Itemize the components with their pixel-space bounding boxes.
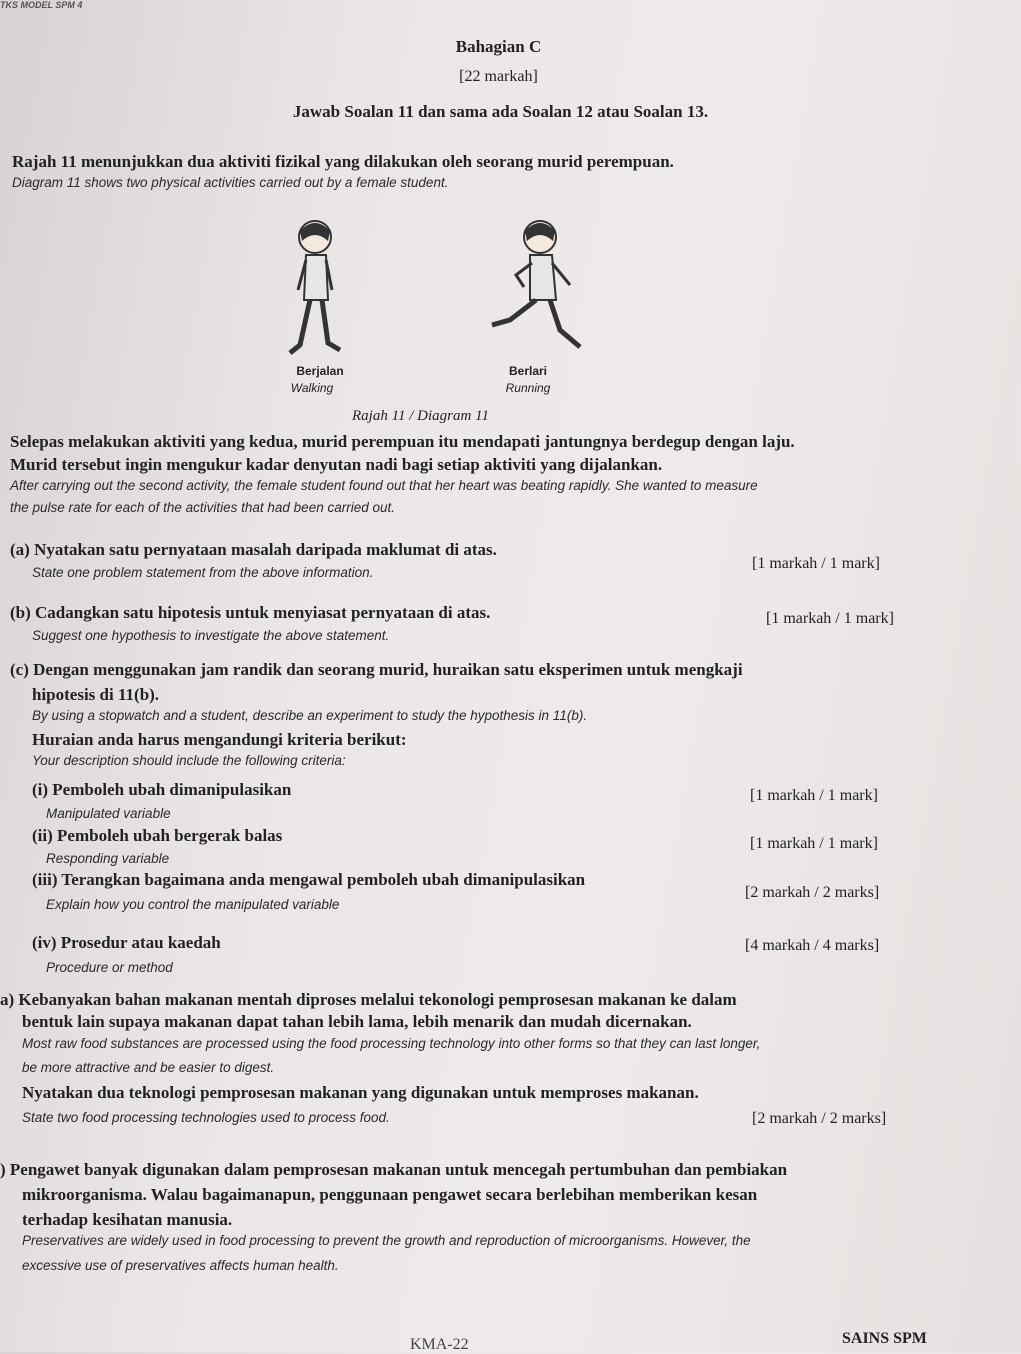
q11c-en: By using a stopwatch and a student, describe an experiment to study the hypothesis in 11(b). bbox=[32, 708, 588, 723]
criterion-iv-marks: [4 markah / 4 marks] bbox=[745, 937, 880, 954]
diagram-caption: Rajah 11 / Diagram 11 bbox=[352, 408, 489, 424]
footer-code: KMA-22 bbox=[410, 1336, 469, 1353]
q11b-ms: (b) Cadangkan satu hipotesis untuk menyiasat pernyataan di atas. bbox=[10, 603, 491, 622]
q12b-ms-3: terhadap kesihatan manusia. bbox=[22, 1210, 233, 1229]
walking-label-en: Walking bbox=[290, 381, 334, 395]
q11a-en: State one problem statement from the above information. bbox=[32, 565, 374, 580]
criterion-iii-en: Explain how you control the manipulated variable bbox=[46, 897, 340, 912]
criterion-iii-marks: [2 markah / 2 marks] bbox=[745, 884, 880, 901]
criterion-i-ms: (i) Pemboleh ubah dimanipulasikan bbox=[32, 780, 292, 799]
criterion-i-en: Manipulated variable bbox=[46, 806, 171, 821]
running-figure bbox=[480, 215, 590, 363]
footer-subject: SAINS SPM bbox=[842, 1330, 927, 1347]
criterion-ii-marks: [1 markah / 1 mark] bbox=[750, 835, 878, 852]
q12b-ms-1: ) Pengawet banyak digunakan dalam pemprosesan makanan untuk mencegah pertumbuhan dan pembiakan bbox=[0, 1160, 788, 1179]
q12b-en-1: Preservatives are widely used in food processing to prevent the growth and reproduction of microorganisms. However, the bbox=[22, 1233, 751, 1248]
criterion-ii-ms: (ii) Pemboleh ubah bergerak balas bbox=[32, 826, 283, 845]
q11-intro-ms: Rajah 11 menunjukkan dua aktiviti fizikal yang dilakukan oleh seorang murid perempuan. bbox=[12, 152, 674, 171]
criteria-ms: Huraian anda harus mengandungi kriteria berikut: bbox=[32, 730, 407, 749]
q12a-task-en: State two food processing technologies used to process food. bbox=[22, 1110, 390, 1125]
context-ms-1: Selepas melakukan aktiviti yang kedua, murid perempuan itu mendapati jantungnya berdegup dengan laju. bbox=[10, 432, 795, 451]
running-label-en: Running bbox=[505, 381, 551, 395]
q11c-ms-2: hipotesis di 11(b). bbox=[32, 685, 160, 704]
q11b-en: Suggest one hypothesis to investigate the above statement. bbox=[32, 628, 390, 643]
walking-label-ms: Berjalan bbox=[296, 364, 344, 378]
q12b-en-2: excessive use of preservatives affects human health. bbox=[22, 1258, 339, 1273]
walking-figure bbox=[270, 215, 360, 363]
context-ms-2: Murid tersebut ingin mengukur kadar denyutan nadi bagi setiap aktiviti yang dijalankan. bbox=[10, 455, 663, 474]
q12a-ms-1: a) Kebanyakan bahan makanan mentah diproses melalui tekonologi pemprosesan makanan ke dalam bbox=[0, 990, 737, 1009]
q11a-marks: [1 markah / 1 mark] bbox=[752, 555, 880, 572]
instruction: Jawab Soalan 11 dan sama ada Soalan 12 atau Soalan 13. bbox=[292, 102, 709, 121]
q11c-ms-1: (c) Dengan menggunakan jam randik dan seorang murid, huraikan satu eksperimen untuk mengkaji bbox=[10, 660, 743, 679]
criteria-en: Your description should include the following criteria: bbox=[32, 753, 346, 768]
criterion-iv-en: Procedure or method bbox=[46, 960, 173, 975]
q12a-marks: [2 markah / 2 marks] bbox=[752, 1110, 887, 1127]
q12b-ms-2: mikroorganisma. Walau bagaimanapun, penggunaan pengawet secara berlebihan memberikan kesan bbox=[22, 1185, 758, 1204]
header-fragment: TKS MODEL SPM 4 bbox=[0, 0, 83, 10]
q12a-task-ms: Nyatakan dua teknologi pemprosesan makanan yang digunakan untuk memproses makanan. bbox=[22, 1083, 699, 1102]
context-en-1: After carrying out the second activity, the female student found out that her heart was beating rapidly. She wanted to measure bbox=[10, 478, 758, 493]
criterion-i-marks: [1 markah / 1 mark] bbox=[750, 787, 878, 804]
q12a-ms-2: bentuk lain supaya makanan dapat tahan lebih lama, lebih menarik dan mudah dicernakan. bbox=[22, 1012, 692, 1031]
criterion-iii-ms: (iii) Terangkan bagaimana anda mengawal pemboleh ubah dimanipulasikan bbox=[32, 870, 586, 889]
criterion-ii-en: Responding variable bbox=[46, 851, 170, 866]
q12a-en-1: Most raw food substances are processed using the food processing technology into other forms so that they can last longer, bbox=[22, 1036, 761, 1051]
section-title: Bahagian C bbox=[455, 37, 542, 56]
q12a-en-2: be more attractive and be easier to digest. bbox=[22, 1060, 275, 1075]
q11-intro-en: Diagram 11 shows two physical activities carried out by a female student. bbox=[12, 175, 449, 190]
section-marks: [22 markah] bbox=[459, 68, 538, 85]
criterion-iv-ms: (iv) Prosedur atau kaedah bbox=[32, 933, 221, 952]
running-label-ms: Berlari bbox=[508, 364, 548, 378]
q11a-ms: (a) Nyatakan satu pernyataan masalah daripada maklumat di atas. bbox=[10, 540, 497, 559]
context-en-2: the pulse rate for each of the activities that had been carried out. bbox=[10, 500, 395, 515]
q11b-marks: [1 markah / 1 mark] bbox=[766, 610, 894, 627]
